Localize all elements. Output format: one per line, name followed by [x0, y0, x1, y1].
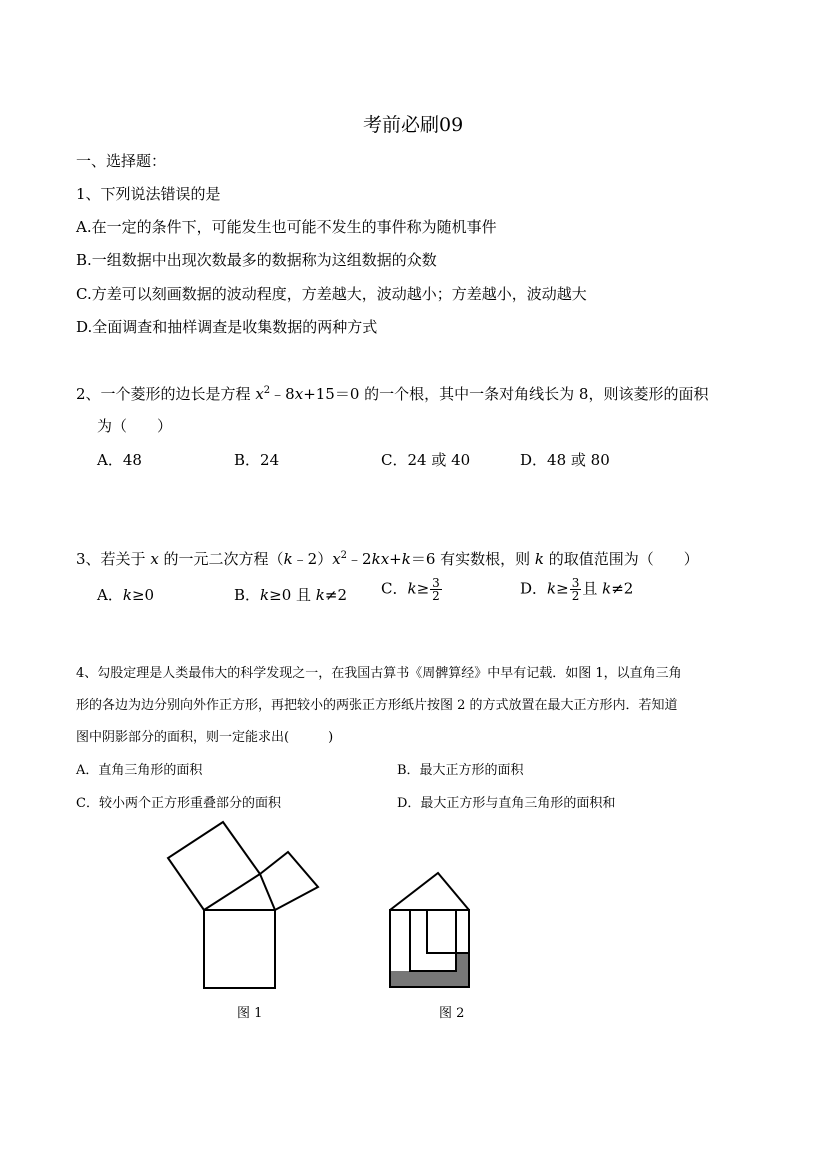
- large-square: [204, 910, 275, 988]
- q1-option-d: D.全面调查和抽样调查是收集数据的两种方式: [76, 318, 378, 336]
- medium-square: [168, 822, 260, 910]
- figure-2-squares-placement: [385, 868, 477, 990]
- small-square: [260, 852, 318, 910]
- q2-stem-line2: 为（ ）: [97, 417, 173, 435]
- q2-option-d: D．48 或 80: [520, 451, 610, 469]
- q3-option-b: B．k≥0 且 k≠2: [234, 586, 347, 604]
- q2-option-a: A．48: [97, 451, 142, 469]
- q2-stem-line1: 2、一个菱形的边长是方程 $x^2﹣8x+15=0$ 的一个根，其中一条对角线长为 8，则该菱形的面积: [76, 385, 709, 403]
- small-square-inside: [427, 910, 469, 953]
- q4-option-a: A．直角三角形的面积: [76, 763, 203, 778]
- shaded-region-right: [456, 953, 469, 987]
- q3-option-d: D．k≥ $\frac{3}{2}$ 且 k≠2: [520, 576, 634, 603]
- q1-option-b: B.一组数据中出现次数最多的数据称为这组数据的众数: [76, 251, 437, 269]
- triangle-top: [390, 873, 469, 910]
- q3-option-a: A．k≥0: [97, 586, 155, 604]
- q3-option-c: C．k≥ $\frac{3}{2}$: [381, 576, 440, 603]
- q2-option-c: C．24 或 40: [381, 451, 471, 469]
- medium-square-inside: [410, 910, 456, 971]
- page-title: 考前必刷09: [363, 114, 464, 136]
- figure-1-pythagoras-squares: [160, 818, 330, 990]
- q1-option-a: A.在一定的条件下，可能发生也可能不发生的事件称为随机事件: [76, 218, 497, 236]
- q4-option-b: B．最大正方形的面积: [397, 763, 524, 778]
- figure-1-caption: 图 1: [237, 1006, 263, 1021]
- q4-stem-line2: 形的各边为边分别向外作正方形，再把较小的两张正方形纸片按图 2 的方式放置在最大正方形内．若知道: [76, 698, 678, 713]
- q1-option-c: C.方差可以刻画数据的波动程度，方差越大，波动越小；方差越小，波动越大: [76, 285, 587, 303]
- q4-option-c: C．较小两个正方形重叠部分的面积: [76, 796, 281, 811]
- q4-stem-line1: 4、勾股定理是人类最伟大的科学发现之一，在我国古算书《周髀算经》中早有记载．如图 1，以直角三角: [76, 666, 682, 681]
- section-heading: 一、选择题：: [76, 152, 167, 170]
- fraction-three-halves: $\frac{3}{2}$: [571, 576, 580, 603]
- q2-option-b: B．24: [234, 451, 280, 469]
- fraction-three-halves: $\frac{3}{2}$: [432, 576, 440, 603]
- figure-2-caption: 图 2: [439, 1006, 465, 1021]
- q4-option-d: D．最大正方形与直角三角形的面积和: [397, 796, 616, 811]
- q3-stem: 3、若关于 x 的一元二次方程$(k﹣2)x^2﹣2kx+k=6$ 有实数根，则 k 的取值范围为（ ）: [76, 550, 699, 568]
- q1-stem: 1、下列说法错误的是: [76, 185, 221, 203]
- q4-stem-line3: 图中阴影部分的面积，则一定能求出( ): [76, 730, 334, 745]
